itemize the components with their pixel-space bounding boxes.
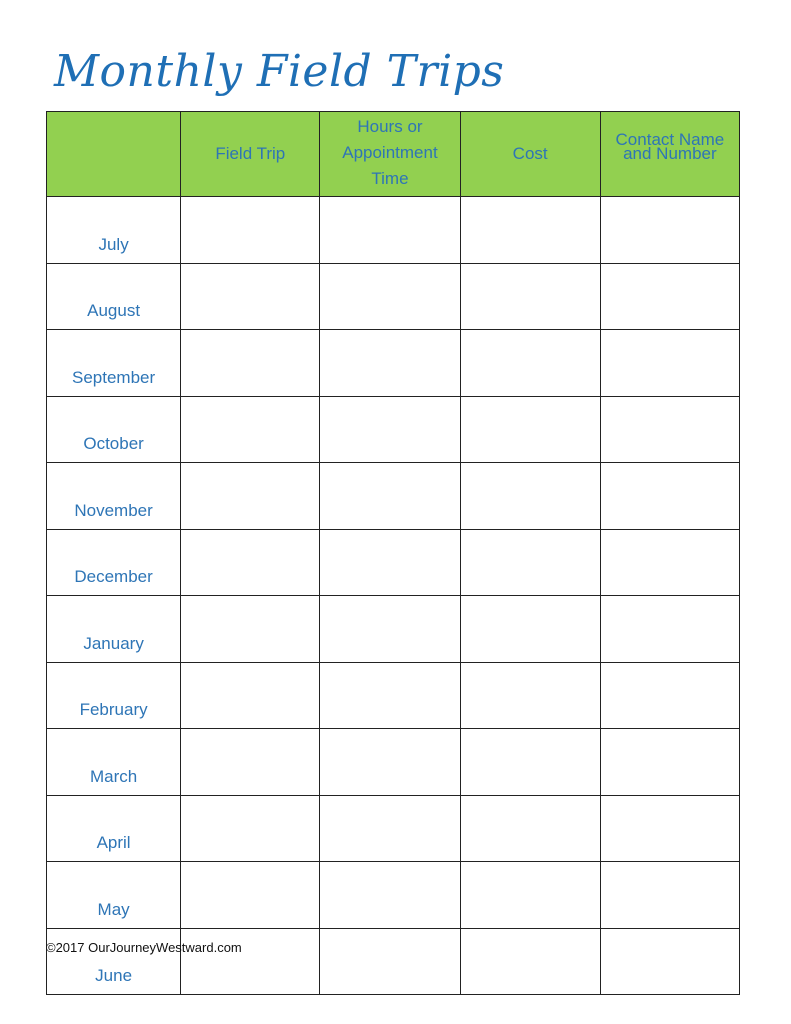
header-hours-line-2: Appointment [342,143,438,162]
hours-cell[interactable] [320,263,460,330]
hours-cell[interactable] [320,330,460,397]
cost-cell[interactable] [460,263,600,330]
month-label: May [47,862,181,929]
header-month [47,112,181,197]
field-trip-table [46,111,740,995]
footer-copyright: ©2017 OurJourneyWestward.com [46,940,242,955]
page-title: Monthly Field Trips [54,46,505,97]
contact-cell[interactable] [600,729,739,796]
contact-cell[interactable] [600,529,739,596]
table-row [47,596,740,663]
table-row [47,529,740,596]
contact-cell[interactable] [600,463,739,530]
cost-cell[interactable] [460,662,600,729]
field-trip-cell[interactable] [181,197,320,264]
field-trip-cell[interactable] [181,529,320,596]
hours-cell[interactable] [320,928,460,995]
table-row [47,330,740,397]
header-hours-line-1: Hours or [357,117,423,136]
field-trip-cell[interactable] [181,330,320,397]
header-hours [320,112,460,197]
month-label: February [47,662,181,729]
month-label: November [47,463,181,530]
table-row [47,928,740,995]
cost-cell[interactable] [460,463,600,530]
contact-cell[interactable] [600,330,739,397]
month-label: October [47,396,181,463]
contact-cell[interactable] [600,928,739,995]
contact-cell[interactable] [600,795,739,862]
field-trip-cell[interactable] [181,729,320,796]
month-label: January [47,596,181,663]
field-trip-cell[interactable] [181,463,320,530]
table-row [47,862,740,929]
month-label: December [47,529,181,596]
contact-cell[interactable] [600,662,739,729]
field-trip-cell[interactable] [181,263,320,330]
header-hours-line-3: Time [371,169,409,188]
field-trip-cell[interactable] [181,596,320,663]
hours-cell[interactable] [320,529,460,596]
cost-cell[interactable] [460,596,600,663]
field-trip-cell[interactable] [181,396,320,463]
table-row [47,263,740,330]
header-contact-line-2: and Number [623,144,717,163]
month-label: June [47,928,181,995]
table-row [47,463,740,530]
table-row [47,197,740,264]
contact-cell[interactable] [600,862,739,929]
cost-cell[interactable] [460,795,600,862]
hours-cell[interactable] [320,729,460,796]
field-trip-cell[interactable] [181,662,320,729]
cost-cell[interactable] [460,729,600,796]
contact-cell[interactable] [600,396,739,463]
header-contact-line-1: Contact Name [615,130,725,149]
header-row [47,112,740,197]
field-trip-cell[interactable] [181,862,320,929]
month-label: August [47,263,181,330]
cost-cell[interactable] [460,928,600,995]
hours-cell[interactable] [320,596,460,663]
hours-cell[interactable] [320,862,460,929]
month-label: September [47,330,181,397]
contact-cell[interactable] [600,596,739,663]
field-trip-cell[interactable] [181,795,320,862]
header-contact [600,112,739,197]
cost-cell[interactable] [460,396,600,463]
header-field-trip: Field Trip [181,112,320,197]
month-label: July [47,197,181,264]
table-row [47,396,740,463]
hours-cell[interactable] [320,795,460,862]
cost-cell[interactable] [460,330,600,397]
table-row [47,729,740,796]
contact-cell[interactable] [600,263,739,330]
cost-cell[interactable] [460,197,600,264]
header-cost: Cost [460,112,600,197]
month-label: March [47,729,181,796]
cost-cell[interactable] [460,862,600,929]
contact-cell[interactable] [600,197,739,264]
table-row [47,662,740,729]
hours-cell[interactable] [320,396,460,463]
hours-cell[interactable] [320,463,460,530]
hours-cell[interactable] [320,662,460,729]
table-row [47,795,740,862]
cost-cell[interactable] [460,529,600,596]
month-label: April [47,795,181,862]
field-trip-cell[interactable] [181,928,320,995]
hours-cell[interactable] [320,197,460,264]
